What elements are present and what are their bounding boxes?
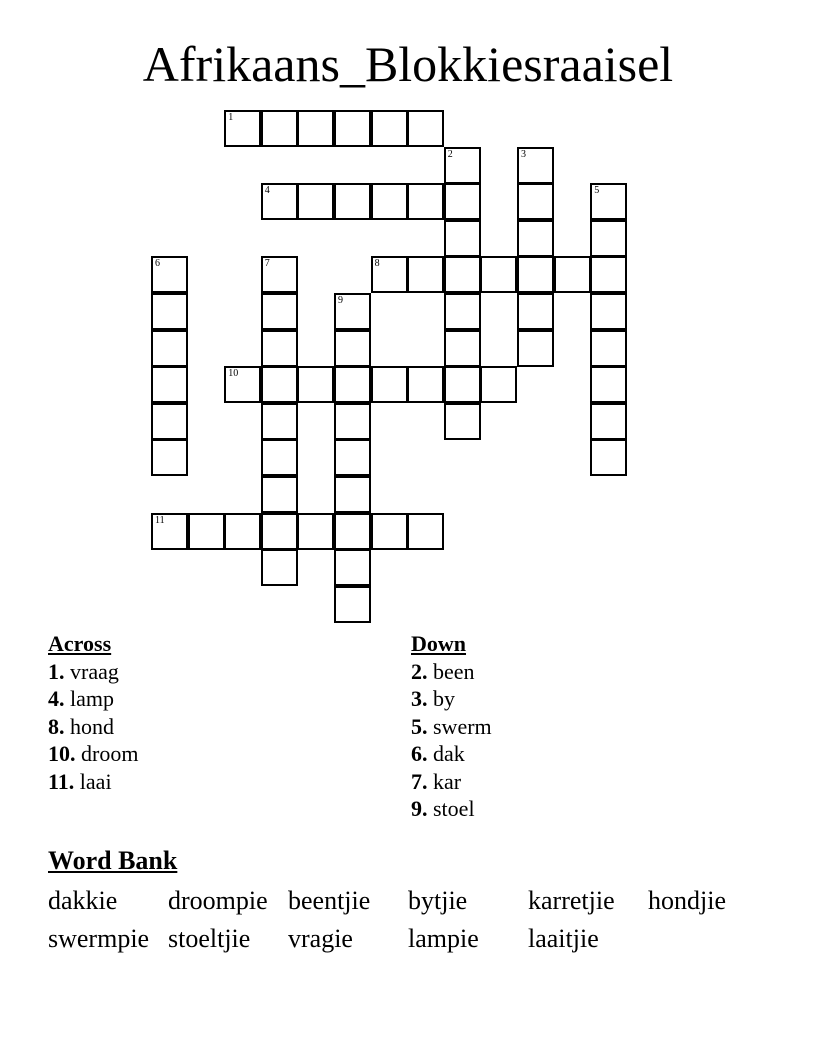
- letter-input[interactable]: [301, 521, 330, 546]
- letter-input[interactable]: [521, 155, 550, 180]
- crossword-cell[interactable]: [151, 403, 188, 440]
- page-title: Afrikaans_Blokkiesraaisel: [142, 36, 674, 92]
- clue-text: by: [427, 686, 455, 711]
- down-clue: [411, 768, 751, 796]
- letter-input[interactable]: [411, 118, 440, 143]
- across-clue: [48, 658, 388, 686]
- crossword-cell[interactable]: [480, 256, 517, 293]
- crossword-cell[interactable]: [261, 183, 298, 220]
- clue-number: 11: [155, 514, 165, 526]
- letter-input[interactable]: [521, 264, 550, 289]
- crossword-cell[interactable]: [334, 586, 371, 623]
- crossword-cell[interactable]: [334, 366, 371, 403]
- clue-number: 10.: [48, 741, 76, 766]
- crossword-cell[interactable]: [371, 513, 408, 550]
- down-clue: [411, 658, 751, 686]
- letter-input[interactable]: [338, 338, 367, 363]
- letter-input[interactable]: [301, 118, 330, 143]
- crossword-cell[interactable]: [334, 403, 371, 440]
- letter-input[interactable]: [448, 228, 477, 253]
- letter-input[interactable]: [521, 301, 550, 326]
- letter-input[interactable]: [265, 557, 294, 582]
- crossword-cell[interactable]: [261, 476, 298, 513]
- word-bank-item: hondjie: [648, 886, 726, 915]
- crossword-cell[interactable]: [590, 220, 627, 257]
- word-bank-item: karretjie: [528, 886, 615, 915]
- crossword-cell[interactable]: [480, 366, 517, 403]
- crossword-cell[interactable]: [224, 513, 261, 550]
- down-clue: [411, 795, 751, 823]
- letter-input[interactable]: [411, 264, 440, 289]
- letter-input[interactable]: [594, 228, 623, 253]
- letter-input[interactable]: [155, 374, 184, 399]
- crossword-cell[interactable]: [444, 366, 481, 403]
- letter-input[interactable]: [558, 264, 587, 289]
- letter-input[interactable]: [228, 374, 257, 399]
- letter-input[interactable]: [155, 411, 184, 436]
- clue-number: 5.: [411, 713, 428, 739]
- down-clue: [411, 713, 751, 741]
- letter-input[interactable]: [448, 374, 477, 399]
- crossword-cell[interactable]: [297, 110, 334, 147]
- crossword-cell[interactable]: [444, 147, 481, 184]
- crossword-cell[interactable]: [590, 439, 627, 476]
- crossword-cell[interactable]: [151, 256, 188, 293]
- crossword-cell[interactable]: [444, 220, 481, 257]
- crossword-cell[interactable]: [371, 366, 408, 403]
- clue-number: 11.: [48, 768, 75, 794]
- clue-text: swerm: [427, 713, 492, 739]
- down-clue: [411, 685, 751, 713]
- crossword-cell[interactable]: [261, 293, 298, 330]
- letter-input[interactable]: [338, 447, 367, 472]
- letter-input[interactable]: [594, 374, 623, 399]
- crossword-cell[interactable]: [371, 110, 408, 147]
- letter-input[interactable]: [265, 521, 294, 546]
- letter-input[interactable]: [265, 374, 294, 399]
- clue-number: 2: [447, 148, 453, 160]
- across-clues: [48, 630, 388, 795]
- word-bank-heading: Word Bank: [48, 846, 178, 875]
- word-bank-item: vragie: [288, 924, 353, 953]
- word-bank-item: stoeltjie: [168, 924, 251, 953]
- clue-text: kar: [427, 768, 462, 794]
- letter-input[interactable]: [375, 191, 404, 216]
- crossword-cell[interactable]: [444, 330, 481, 367]
- letter-input[interactable]: [155, 301, 184, 326]
- letter-input[interactable]: [338, 374, 367, 399]
- crossword-cell[interactable]: [334, 439, 371, 476]
- letter-input[interactable]: [594, 338, 623, 363]
- word-bank-item: beentjie: [288, 886, 371, 915]
- letter-input[interactable]: [265, 447, 294, 472]
- letter-input[interactable]: [155, 338, 184, 363]
- letter-input[interactable]: [155, 521, 184, 546]
- letter-input[interactable]: [338, 301, 367, 326]
- letter-input[interactable]: [338, 484, 367, 509]
- letter-input[interactable]: [448, 301, 477, 326]
- letter-input[interactable]: [594, 447, 623, 472]
- clue-text: droom: [75, 741, 139, 766]
- across-clue-list: [48, 658, 388, 796]
- crossword-cell[interactable]: [261, 549, 298, 586]
- down-clue-list: [411, 658, 751, 823]
- crossword-cell[interactable]: [261, 256, 298, 293]
- crossword-cell[interactable]: [334, 549, 371, 586]
- letter-input[interactable]: [375, 264, 404, 289]
- letter-input[interactable]: [484, 264, 513, 289]
- letter-input[interactable]: [594, 264, 623, 289]
- letter-input[interactable]: [448, 338, 477, 363]
- across-heading: Across: [48, 631, 112, 656]
- across-clue: [48, 685, 388, 713]
- letter-input[interactable]: [594, 301, 623, 326]
- crossword-cell[interactable]: [407, 366, 444, 403]
- word-bank-item: lampie: [408, 924, 479, 953]
- crossword-cell[interactable]: [517, 293, 554, 330]
- word-bank-item: laaitjie: [528, 924, 599, 953]
- crossword-cell[interactable]: [261, 439, 298, 476]
- letter-input[interactable]: [448, 191, 477, 216]
- crossword-cell[interactable]: [334, 110, 371, 147]
- crossword-cell[interactable]: [590, 366, 627, 403]
- clue-number: 6.: [411, 741, 428, 766]
- letter-input[interactable]: [338, 557, 367, 582]
- crossword-cell[interactable]: [371, 256, 408, 293]
- crossword-cell[interactable]: [261, 330, 298, 367]
- crossword-cell[interactable]: [407, 256, 444, 293]
- letter-input[interactable]: [484, 374, 513, 399]
- crossword-cell[interactable]: [590, 330, 627, 367]
- letter-input[interactable]: [192, 521, 221, 546]
- letter-input[interactable]: [265, 118, 294, 143]
- clue-number: 9.: [411, 796, 428, 821]
- word-bank-item: droompie: [168, 886, 268, 915]
- clue-number: 9: [338, 295, 343, 306]
- crossword-cell[interactable]: [334, 293, 371, 330]
- crossword-cell[interactable]: [261, 110, 298, 147]
- letter-input[interactable]: [228, 118, 257, 143]
- letter-input[interactable]: [411, 374, 440, 399]
- clue-number: 4: [264, 185, 270, 197]
- letter-input[interactable]: [338, 191, 367, 216]
- letter-input[interactable]: [338, 118, 367, 143]
- word-bank-item: bytjie: [408, 886, 468, 915]
- crossword-cell[interactable]: [517, 183, 554, 220]
- letter-input[interactable]: [375, 521, 404, 546]
- crossword-cell[interactable]: [407, 513, 444, 550]
- letter-input[interactable]: [448, 411, 477, 436]
- crossword-cell[interactable]: [151, 330, 188, 367]
- crossword-cell[interactable]: [371, 183, 408, 220]
- letter-input[interactable]: [228, 521, 257, 546]
- crossword-cell[interactable]: [590, 183, 627, 220]
- word-bank-item: swermpie: [48, 924, 150, 953]
- down-clues: [411, 630, 751, 823]
- letter-input[interactable]: [265, 484, 294, 509]
- clue-text: vraag: [64, 658, 119, 684]
- crossword-cell[interactable]: [517, 256, 554, 293]
- letter-input[interactable]: [411, 191, 440, 216]
- crossword-cell[interactable]: [151, 293, 188, 330]
- clue-text: been: [427, 658, 475, 684]
- letter-input[interactable]: [155, 447, 184, 472]
- across-clue: [48, 740, 388, 768]
- letter-input[interactable]: [594, 411, 623, 436]
- crossword-cell[interactable]: [151, 439, 188, 476]
- crossword-cell[interactable]: [261, 403, 298, 440]
- clue-number: 1: [228, 112, 234, 123]
- crossword-cell[interactable]: [590, 403, 627, 440]
- across-clue: [48, 713, 388, 741]
- crossword-cell[interactable]: [334, 183, 371, 220]
- clue-number: 7.: [411, 768, 428, 794]
- clue-text: hond: [64, 713, 114, 739]
- letter-input[interactable]: [521, 191, 550, 216]
- letter-input[interactable]: [375, 118, 404, 143]
- letter-input[interactable]: [155, 264, 184, 289]
- crossword-cell[interactable]: [517, 220, 554, 257]
- crossword-cell[interactable]: [151, 513, 188, 550]
- across-clue: [48, 768, 388, 796]
- clue-number: 5: [594, 185, 600, 197]
- letter-input[interactable]: [265, 411, 294, 436]
- crossword-cell[interactable]: [151, 366, 188, 403]
- crossword-cell[interactable]: [517, 147, 554, 184]
- letter-input[interactable]: [411, 521, 440, 546]
- clue-text: lamp: [64, 686, 114, 711]
- clue-number: 3.: [411, 686, 428, 711]
- clue-text: stoel: [427, 796, 475, 821]
- crossword-cell[interactable]: [297, 513, 334, 550]
- crossword-cell[interactable]: [261, 513, 298, 550]
- crossword-cell[interactable]: [590, 293, 627, 330]
- crossword-cell[interactable]: [224, 110, 261, 147]
- clue-text: dak: [427, 741, 465, 766]
- clue-number: 6: [155, 258, 160, 270]
- crossword-cell[interactable]: [444, 183, 481, 220]
- clue-number: 3: [521, 148, 526, 160]
- clue-number: 8: [374, 258, 380, 270]
- crossword-cell[interactable]: [297, 366, 334, 403]
- letter-input[interactable]: [265, 301, 294, 326]
- crossword-cell[interactable]: [407, 110, 444, 147]
- letter-input[interactable]: [301, 374, 330, 399]
- clue-number: 10: [228, 368, 239, 380]
- crossword-cell[interactable]: [554, 256, 591, 293]
- crossword-cell[interactable]: [188, 513, 225, 550]
- crossword-cell[interactable]: [261, 366, 298, 403]
- crossword-cell[interactable]: [297, 183, 334, 220]
- crossword-cell[interactable]: [334, 330, 371, 367]
- letter-input[interactable]: [338, 411, 367, 436]
- crossword-cell[interactable]: [407, 183, 444, 220]
- down-heading: Down: [411, 631, 467, 656]
- letter-input[interactable]: [338, 594, 367, 619]
- letter-input[interactable]: [448, 264, 477, 289]
- letter-input[interactable]: [375, 374, 404, 399]
- letter-input[interactable]: [265, 264, 294, 289]
- clue-text: laai: [74, 768, 112, 794]
- clue-number: 7: [264, 258, 270, 270]
- down-clue: [411, 740, 751, 768]
- word-bank: [48, 883, 768, 957]
- letter-input[interactable]: [301, 191, 330, 216]
- crossword-cell[interactable]: [444, 256, 481, 293]
- crossword-cell[interactable]: [517, 330, 554, 367]
- clue-number: 2.: [411, 658, 428, 684]
- letter-input[interactable]: [338, 521, 367, 546]
- crossword-cell[interactable]: [444, 293, 481, 330]
- crossword-cell[interactable]: [224, 366, 261, 403]
- crossword-cell[interactable]: [444, 403, 481, 440]
- letter-input[interactable]: [521, 228, 550, 253]
- crossword-cell[interactable]: [590, 256, 627, 293]
- letter-input[interactable]: [448, 155, 477, 180]
- clue-number: 4.: [48, 686, 65, 711]
- letter-input[interactable]: [521, 338, 550, 363]
- word-bank-item: dakkie: [48, 886, 118, 915]
- crossword-cell[interactable]: [334, 476, 371, 513]
- clue-number: 1.: [48, 658, 65, 684]
- letter-input[interactable]: [265, 338, 294, 363]
- clue-number: 8.: [48, 713, 65, 739]
- letter-input[interactable]: [594, 191, 623, 216]
- letter-input[interactable]: [265, 191, 294, 216]
- crossword-cell[interactable]: [334, 513, 371, 550]
